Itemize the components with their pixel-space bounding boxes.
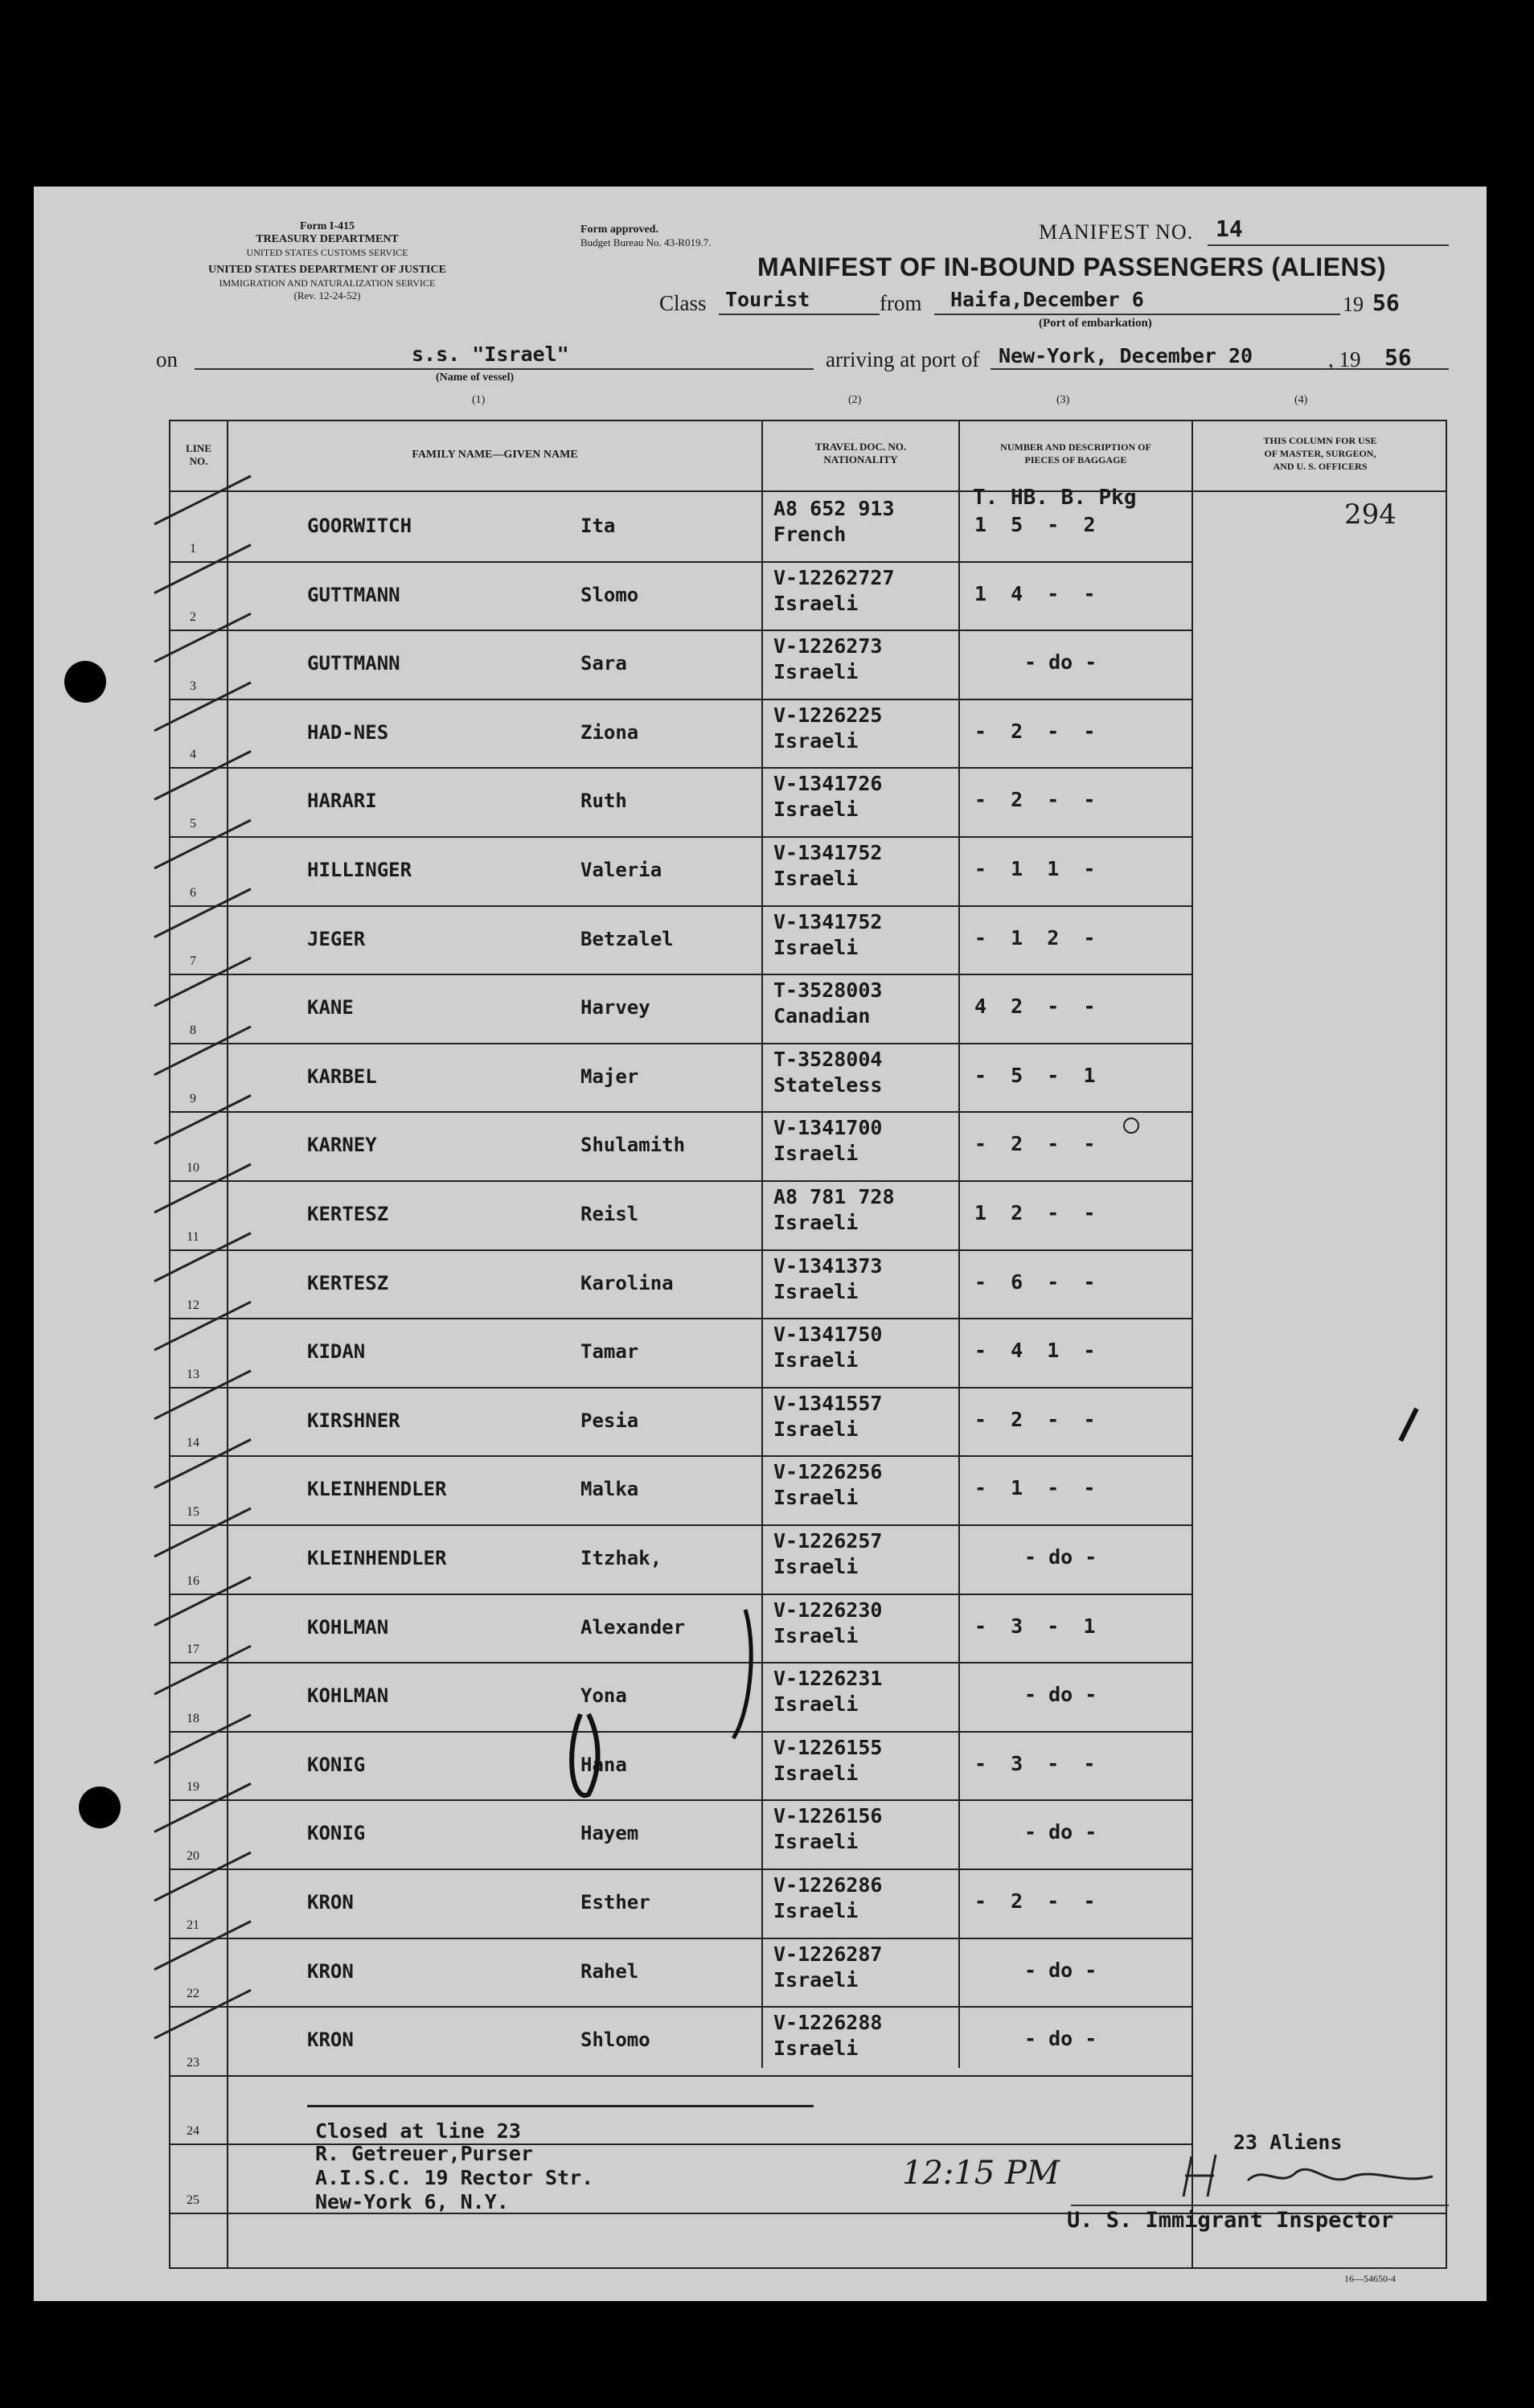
manifest-title: MANIFEST OF IN-BOUND PASSENGERS (ALIENS) (757, 252, 1387, 281)
budget-bureau: Budget Bureau No. 43-R019.7. (580, 236, 712, 248)
travel-doc-no: V-1341700 (773, 1116, 883, 1140)
header-name: FAMILY NAME—GIVEN NAME (412, 449, 578, 461)
travel-doc-no: V-1226231 (773, 1667, 883, 1691)
nationality: Israeli (773, 1623, 859, 1647)
inspector-label: U. S. Immigrant Inspector (1067, 2208, 1394, 2233)
baggage-count: - 3 - - (974, 1751, 1096, 1775)
given-name: Shlomo (580, 2029, 650, 2052)
baggage-count: 1 2 - - (974, 1201, 1096, 1225)
travel-doc-no: V-1341726 (773, 772, 883, 796)
baggage-count: 4 2 - - (974, 995, 1096, 1019)
address-line-1: A.I.S.C. 19 Rector Str. (315, 2166, 594, 2189)
line-number: 10 (187, 1161, 199, 1175)
given-name: Rahel (580, 1959, 639, 1983)
family-name: KRON (307, 1959, 354, 1983)
given-name: Hayem (580, 1822, 639, 1845)
given-name: Alexander (580, 1615, 686, 1639)
baggage-count: - 4 1 - (974, 1339, 1096, 1363)
travel-doc-no: V-1226230 (773, 1598, 883, 1622)
col1-number: (1) (472, 394, 486, 406)
line-number: 2 (190, 610, 196, 625)
family-name: KARNEY (307, 1134, 377, 1157)
given-name: Malka (580, 1478, 639, 1501)
header-baggage: NUMBER AND DESCRIPTION OF PIECES OF BAGGAGE (1000, 441, 1151, 466)
line-number: 1 (190, 541, 196, 556)
family-name: HILLINGER (307, 859, 412, 881)
nationality: Israeli (773, 728, 859, 753)
travel-doc-no: V-1226225 (773, 703, 883, 727)
arriving-value: New-York, December 20 (999, 344, 1253, 367)
travel-doc-no: T-3528003 (773, 978, 883, 1003)
family-name: KERTESZ (307, 1203, 389, 1225)
nationality: Israeli (773, 1761, 859, 1785)
time-note: 12:15 PM (902, 2155, 1060, 2192)
given-name: Esther (580, 1891, 650, 1914)
line-number: 14 (187, 1436, 199, 1450)
travel-doc-no: V-1226288 (773, 2011, 883, 2035)
form-number: Form I-415 (299, 220, 355, 232)
family-name: HARARI (307, 790, 377, 813)
nationality: Israeli (773, 2037, 859, 2061)
col4-number: (4) (1294, 394, 1308, 406)
line-number: 8 (190, 1023, 196, 1037)
line-number: 9 (190, 1092, 196, 1106)
given-name: Reisl (580, 1203, 639, 1225)
justice-dept: UNITED STATES DEPARTMENT OF JUSTICE (208, 264, 446, 276)
given-name: Sara (580, 652, 627, 675)
header-officers: THIS COLUMN FOR USE OF MASTER, SURGEON, AND U. S. OFFICERS (1263, 435, 1377, 472)
baggage-count: 1 5 - 2 (974, 513, 1096, 536)
nationality: Israeli (773, 1211, 859, 1234)
given-name: Valeria (580, 859, 662, 881)
closed-at-line: Closed at line 23 (315, 2119, 521, 2143)
baggage-count: - do - (1024, 1683, 1097, 1707)
family-name: GOORWITCH (307, 515, 412, 537)
given-name: Shulamith (580, 1134, 686, 1157)
nationality: Israeli (773, 1830, 859, 1854)
arrive-year: 56 (1384, 344, 1412, 371)
given-name: Majer (580, 1065, 639, 1088)
baggage-count: - 5 - 1 (974, 1063, 1096, 1087)
line-number: 7 (190, 954, 196, 969)
baggage-count: - 2 - - (974, 1889, 1096, 1913)
line-number: 15 (187, 1505, 199, 1519)
family-name: GUTTMANN (307, 652, 400, 675)
nationality: Israeli (773, 1555, 859, 1578)
nationality: Israeli (773, 1692, 859, 1717)
arrive-year-prefix: , 19 (1328, 347, 1361, 371)
from-value: Haifa,December 6 (950, 288, 1144, 311)
given-name: Ruth (580, 790, 627, 813)
family-name: KONIG (307, 1753, 366, 1776)
nationality: Canadian (773, 1004, 871, 1028)
ins-service: IMMIGRATION AND NATURALIZATION SERVICE (219, 277, 436, 289)
baggage-count: 1 4 - - (974, 581, 1096, 605)
line-number: 11 (187, 1229, 199, 1244)
print-code: 16—54650-4 (1344, 2273, 1396, 2284)
given-name: Hana (580, 1753, 627, 1776)
vessel-name: s.s. "Israel" (412, 343, 569, 366)
travel-doc-no: V-1341373 (773, 1253, 883, 1278)
arriving-label: arriving at port of (826, 347, 980, 371)
family-name: GUTTMANN (307, 583, 400, 606)
revision: (Rev. 12-24-52) (293, 289, 361, 302)
line-number: 25 (187, 2193, 199, 2207)
header-doc: TRAVEL DOC. NO. NATIONALITY (814, 441, 907, 466)
purser: R. Getreuer,Purser (315, 2142, 533, 2165)
baggage-count: - do - (1024, 2027, 1097, 2051)
family-name: JEGER (307, 927, 366, 950)
on-label: on (156, 347, 178, 371)
baggage-count: - do - (1024, 650, 1097, 675)
class-label: Class (659, 291, 707, 315)
family-name: KLEINHENDLER (307, 1547, 447, 1569)
travel-doc-no: V-1226257 (773, 1529, 883, 1553)
line-number: 17 (187, 1643, 199, 1657)
baggage-count: - 2 - - (974, 1407, 1096, 1431)
given-name: Itzhak, (580, 1547, 662, 1569)
travel-doc-no: T-3528004 (773, 1047, 883, 1071)
given-name: Slomo (580, 583, 639, 606)
line-number: 5 (190, 817, 196, 831)
travel-doc-no: V-1226286 (773, 1873, 883, 1897)
travel-doc-no: V-1226273 (773, 634, 883, 658)
nationality: Israeli (773, 1486, 859, 1510)
travel-doc-no: V-1226256 (773, 1460, 883, 1484)
nationality: Israeli (773, 867, 859, 890)
customs-service: UNITED STATES CUSTOMS SERVICE (246, 247, 408, 258)
baggage-count: - 6 - - (974, 1270, 1096, 1294)
port-caption: (Port of embarkation) (1039, 317, 1152, 330)
treasury-dept: TREASURY DEPARTMENT (256, 233, 399, 245)
given-name: Ita (580, 515, 616, 537)
line-number: 20 (187, 1849, 199, 1863)
given-name: Yona (580, 1684, 627, 1708)
nationality: Israeli (773, 591, 859, 615)
given-name: Karolina (580, 1271, 674, 1294)
travel-doc-no: V-1341750 (773, 1323, 883, 1347)
line-number: 22 (187, 1987, 199, 2001)
header-line-no: LINE NO. (186, 442, 211, 467)
baggage-count: - 2 - - (974, 719, 1096, 743)
aliens-count: 23 Aliens (1233, 2131, 1343, 2154)
baggage-count: - 2 - - (974, 1132, 1096, 1156)
travel-doc-no: A8 652 913 (773, 497, 895, 520)
nationality: Israeli (773, 1899, 859, 1922)
family-name: KLEINHENDLER (307, 1478, 447, 1501)
nationality: Israeli (773, 1142, 859, 1166)
class-value: Tourist (725, 288, 810, 311)
family-name: KRON (307, 1891, 354, 1914)
nationality: Israeli (773, 1279, 859, 1303)
address-line-2: New-York 6, N.Y. (315, 2190, 509, 2213)
line-number: 16 (187, 1573, 199, 1588)
family-name: KRON (307, 2029, 354, 2052)
family-name: KANE (307, 996, 354, 1019)
manifest-page (34, 187, 1487, 2301)
given-name: Ziona (580, 720, 639, 744)
travel-doc-no: V-1226156 (773, 1804, 883, 1828)
nationality: Israeli (773, 798, 859, 822)
from-label: from (880, 291, 922, 315)
nationality: Israeli (773, 660, 859, 684)
baggage-count: - do - (1024, 1958, 1097, 1982)
line-number: 18 (187, 1711, 199, 1725)
baggage-count: - 1 1 - (974, 857, 1096, 880)
vessel-caption: (Name of vessel) (436, 371, 515, 384)
family-name: KIRSHNER (307, 1409, 400, 1432)
family-name: KOHLMAN (307, 1684, 389, 1708)
baggage-count: - 3 - 1 (974, 1614, 1096, 1638)
nationality: Israeli (773, 1348, 859, 1372)
family-name: KOHLMAN (307, 1615, 389, 1639)
line-number: 3 (190, 679, 196, 693)
line-number: 19 (187, 1780, 199, 1795)
baggage-count: - 2 - - (974, 788, 1096, 812)
travel-doc-no: V-1226287 (773, 1942, 883, 1966)
col3-number: (3) (1056, 394, 1070, 406)
baggage-count: - 1 - - (974, 1476, 1096, 1500)
year-value: 56 (1372, 289, 1400, 316)
travel-doc-no: V-12262727 (773, 565, 895, 589)
family-name: HAD-NES (307, 720, 389, 744)
year-prefix: 19 (1343, 293, 1364, 316)
travel-doc-no: V-1341752 (773, 841, 883, 864)
form-approved: Form approved. (580, 224, 658, 236)
family-name: KERTESZ (307, 1271, 389, 1294)
travel-doc-no: V-1341557 (773, 1391, 883, 1415)
travel-doc-no: V-1341752 (773, 909, 883, 933)
line-number: 23 (187, 2055, 199, 2070)
nationality: French (773, 523, 847, 546)
line-number: 21 (187, 1918, 199, 1932)
given-name: Pesia (580, 1409, 639, 1432)
baggage-subheader: T. HB. B. Pkg (973, 486, 1137, 510)
given-name: Betzalel (580, 927, 674, 950)
line-number: 12 (187, 1298, 199, 1313)
family-name: KARBEL (307, 1065, 377, 1088)
nationality: Israeli (773, 1967, 859, 1992)
line-number: 4 (190, 748, 196, 762)
baggage-count: - do - (1024, 1545, 1097, 1569)
line-number: 6 (190, 885, 196, 900)
nationality: Israeli (773, 935, 859, 959)
family-name: KONIG (307, 1822, 366, 1845)
handwritten-marks (34, 187, 1487, 2301)
travel-doc-no: A8 781 728 (773, 1185, 895, 1208)
given-name: Tamar (580, 1340, 639, 1364)
baggage-count: - do - (1024, 1820, 1097, 1844)
baggage-count: - 1 2 - (974, 925, 1096, 950)
col2-number: (2) (848, 394, 862, 406)
nationality: Stateless (773, 1073, 883, 1097)
line-number: 13 (187, 1367, 199, 1381)
manifest-no-value: 14 (1216, 215, 1243, 242)
travel-doc-no: V-1226155 (773, 1735, 883, 1759)
nationality: Israeli (773, 1417, 859, 1441)
family-name: KIDAN (307, 1340, 366, 1364)
manifest-no-label: MANIFEST NO. (1039, 220, 1194, 244)
given-name: Harvey (580, 996, 650, 1019)
officer-note: 294 (1344, 498, 1397, 531)
line-number: 24 (187, 2124, 199, 2139)
